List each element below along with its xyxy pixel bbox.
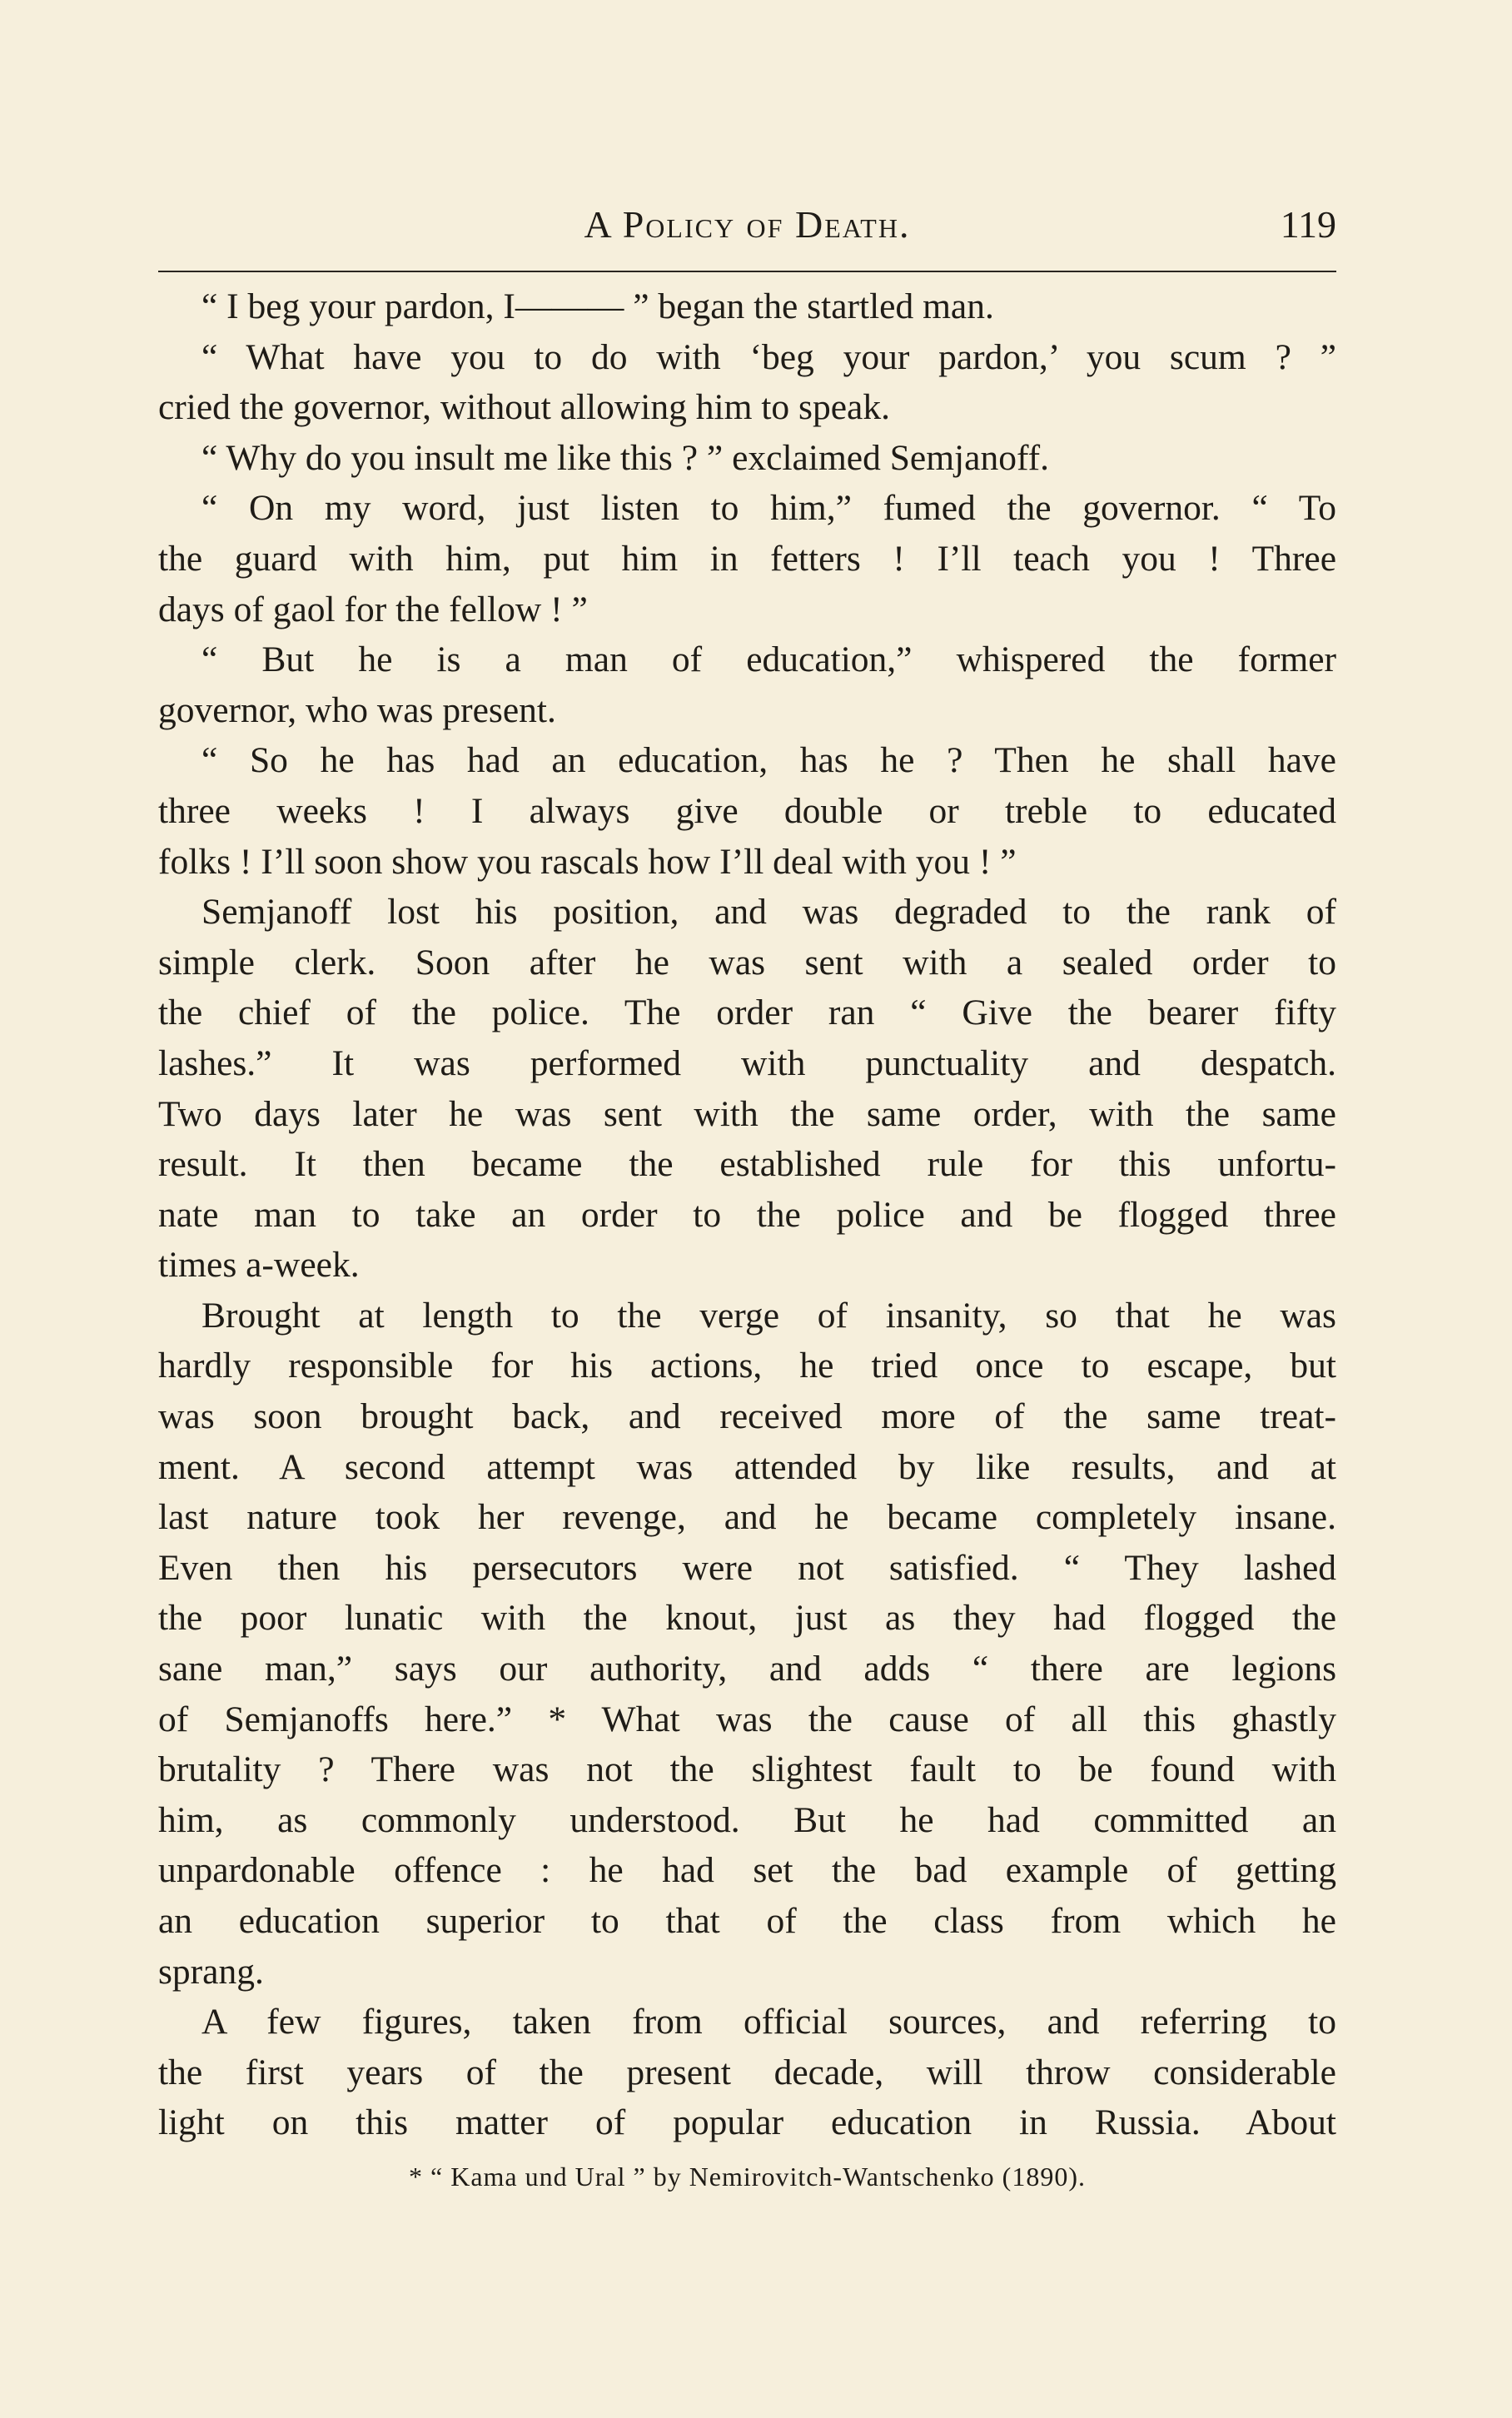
text-line: times a-week. (158, 1245, 360, 1286)
text-line: lashes.” It was performed with punctuality and despatch. (158, 1042, 1336, 1083)
text-line: ment. A second attempt was attended by like results, and at (158, 1446, 1336, 1487)
text-line: “ But he is a man of education,” whispered the former (201, 639, 1336, 680)
text-line: “ So he has had an education, has he ? Then he shall have (201, 740, 1336, 781)
text-line: nate man to take an order to the police and be flogged three (158, 1194, 1336, 1235)
text-line: the first years of the present decade, will throw considerable (158, 2052, 1336, 2092)
text-line: governor, who was present. (158, 689, 556, 730)
text-line: light on this matter of popular education in Russia. About (158, 2102, 1336, 2143)
text-line: Two days later he was sent with the same order, with the same (158, 1093, 1336, 1134)
text-line: of Semjanoffs here.” * What was the cause of all this ghastly (158, 1699, 1336, 1739)
text-line: unpardonable offence : he had set the bad example of getting (158, 1850, 1336, 1891)
text-line: days of gaol for the fellow ! ” (158, 589, 588, 629)
text-line: folks ! I’ll soon show you rascals how I’ll deal with you ! ” (158, 841, 1017, 882)
text-line: sprang. (158, 1951, 264, 1992)
text-line: Even then his persecutors were not satisfied. “ They lashed (158, 1547, 1336, 1588)
running-title: A Policy of Death. (584, 203, 911, 246)
text-line: “ On my word, just listen to him,” fumed the governor. “ To (201, 488, 1336, 529)
text-line: “ I beg your pardon, I——— ” began the startled man. (201, 286, 994, 326)
text-line: the poor lunatic with the knout, just as they had flogged the (158, 1598, 1336, 1639)
text-line: cried the governor, without allowing him to speak. (158, 387, 890, 428)
text-line: “ What have you to do with ‘beg your pardon,’ you scum ? ” (201, 336, 1336, 377)
text-line: result. It then became the established rule for this unfortu- (158, 1144, 1336, 1185)
page-number: 119 (1280, 203, 1336, 246)
page-header (158, 196, 1336, 272)
body-text (158, 281, 1336, 2148)
text-line: the chief of the police. The order ran “ Give the bearer fifty (158, 993, 1336, 1033)
footnote: * “ Kama und Ural ” by Nemirovitch-Wantschenko (1890). (409, 2162, 1086, 2192)
text-line: Semjanoff lost his position, and was degraded to the rank of (201, 892, 1336, 933)
text-line: brutality ? There was not the slightest fault to be found with (158, 1749, 1336, 1790)
text-line: A few figures, taken from official sources, and referring to (201, 2002, 1336, 2042)
text-line: hardly responsible for his actions, he tried once to escape, but (158, 1346, 1336, 1386)
text-line: last nature took her revenge, and he became completely insane. (158, 1497, 1336, 1538)
text-line: was soon brought back, and received more of the same treat- (158, 1396, 1336, 1437)
text-line: three weeks ! I always give double or treble to educated (158, 790, 1336, 831)
text-line: him, as commonly understood. But he had committed an (158, 1799, 1336, 1840)
text-line: simple clerk. Soon after he was sent with a sealed order to (158, 942, 1336, 983)
text-line: “ Why do you insult me like this ? ” exclaimed Semjanoff. (201, 437, 1050, 478)
text-line: an education superior to that of the class from which he (158, 1901, 1336, 1941)
text-line: sane man,” says our authority, and adds “ there are legions (158, 1649, 1336, 1689)
text-line: the guard with him, put him in fetters ! I’ll teach you ! Three (158, 538, 1336, 579)
text-line: Brought at length to the verge of insanity, so that he was (201, 1295, 1336, 1336)
